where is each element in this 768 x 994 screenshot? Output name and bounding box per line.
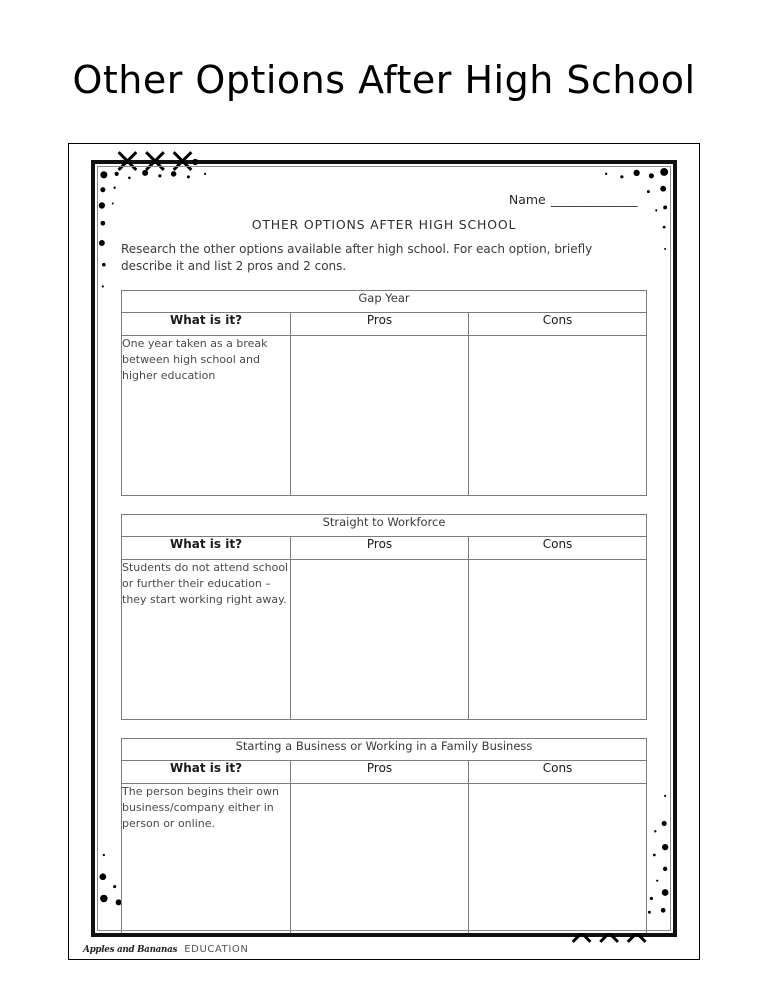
column-header-cons: Cons (469, 760, 647, 783)
cons-cell[interactable] (469, 559, 647, 719)
table-row (122, 335, 647, 495)
table-header-row (122, 536, 647, 559)
logo-script-text: Apples and Bananas (83, 944, 178, 955)
logo-caps-text: EDUCATION (184, 944, 249, 955)
table-category-row (122, 290, 647, 312)
table-row (122, 559, 647, 719)
table-header-row (122, 312, 647, 335)
description-text: The person begins their own business/company either in person or online. (122, 784, 279, 831)
category-title: Gap Year (122, 290, 647, 312)
option-table (121, 290, 647, 496)
column-header-pros: Pros (291, 536, 469, 559)
table-category-row (122, 738, 647, 760)
worksheet-content (95, 164, 673, 933)
option-table (121, 738, 647, 933)
column-header-cons: Cons (469, 312, 647, 335)
page-title: Other Options After High School (72, 58, 696, 102)
pros-cell[interactable] (291, 783, 469, 933)
cons-cell[interactable] (469, 783, 647, 933)
decorative-frame (91, 160, 677, 937)
table-header-row (122, 760, 647, 783)
name-input-blank[interactable]: _______________ (550, 192, 637, 207)
pros-cell[interactable] (291, 559, 469, 719)
column-header-pros: Pros (291, 760, 469, 783)
category-title: Starting a Business or Working in a Family Business (122, 738, 647, 760)
column-header-what: What is it? (122, 312, 291, 335)
table-category-row (122, 514, 647, 536)
table-row (122, 783, 647, 933)
column-header-what: What is it? (122, 536, 291, 559)
description-cell[interactable] (122, 335, 291, 495)
column-header-cons: Cons (469, 536, 647, 559)
category-title: Straight to Workforce (122, 514, 647, 536)
name-field-row (113, 192, 655, 207)
footer-logo (79, 944, 248, 955)
worksheet-sheet (68, 143, 700, 960)
worksheet-heading: OTHER OPTIONS AFTER HIGH SCHOOL (251, 217, 517, 232)
pros-cell[interactable] (291, 335, 469, 495)
description-cell[interactable] (122, 559, 291, 719)
name-label: Name (508, 192, 546, 207)
column-header-pros: Pros (291, 312, 469, 335)
cons-cell[interactable] (469, 335, 647, 495)
description-text: One year taken as a break between high school and higher education (122, 336, 268, 383)
description-text: Students do not attend school or further their education – they start working right away. (122, 560, 289, 607)
options-tables (113, 290, 655, 933)
description-cell[interactable] (122, 783, 291, 933)
column-header-what: What is it? (122, 760, 291, 783)
worksheet-instructions: Research the other options available after high school. For each option, briefly describe it and list 2 pros and 2 cons. (121, 242, 593, 274)
option-table (121, 514, 647, 720)
